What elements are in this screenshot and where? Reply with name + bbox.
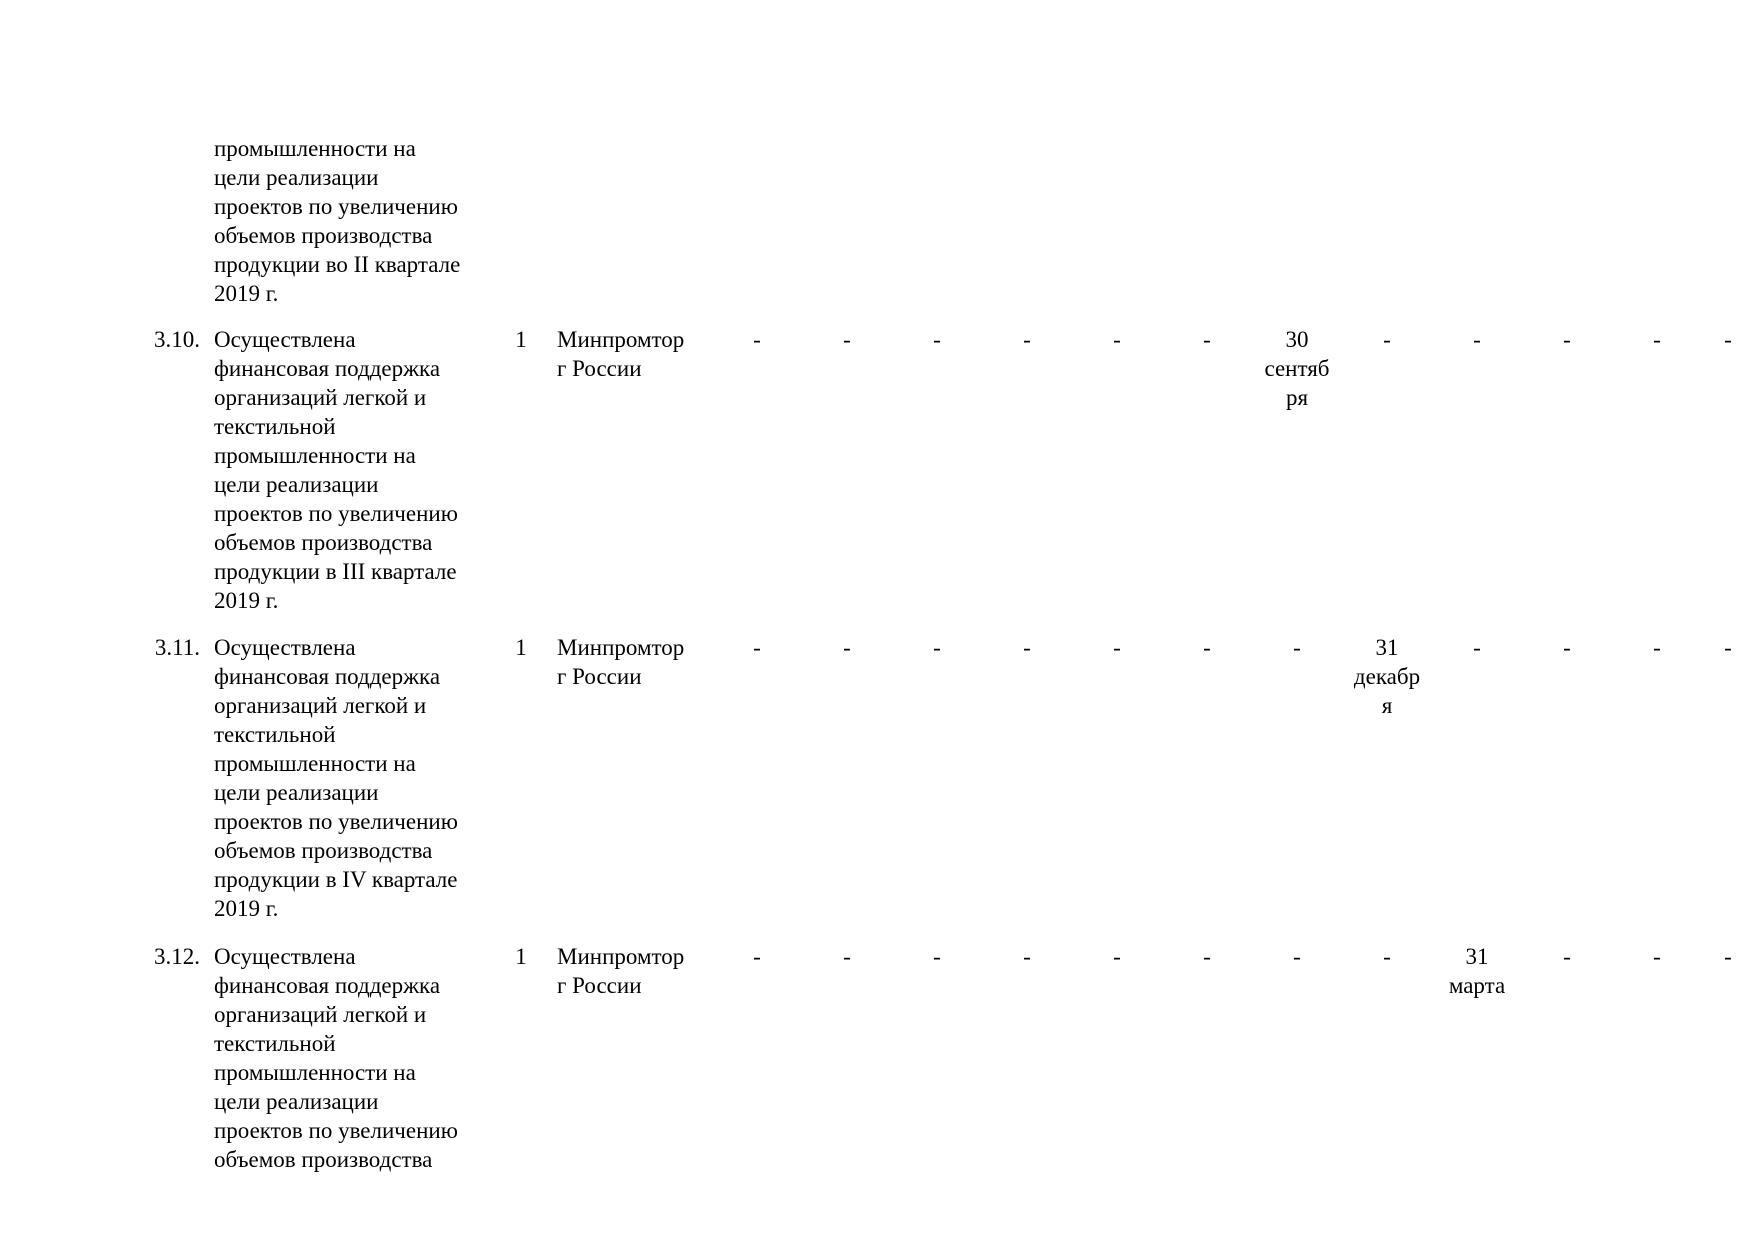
description-line: текстильной [214, 414, 336, 439]
responsible-org-line: Минпромтор [557, 635, 685, 660]
description-line: Осуществлена [214, 635, 356, 660]
period-deadline: декабр [1353, 664, 1421, 689]
responsible-org-line: Минпромтор [557, 944, 685, 969]
responsible-org-line: Минпромтор [557, 327, 685, 352]
period-deadline: 30 [1285, 327, 1309, 352]
empty-period-dash: - [1023, 944, 1031, 969]
budget-flag: 1 [515, 635, 527, 660]
description-line: продукции в III квартале [214, 559, 457, 584]
empty-period-dash: - [1653, 944, 1661, 969]
description-line: 2019 г. [214, 896, 279, 921]
period-deadline: 31 [1465, 944, 1489, 969]
empty-period-dash: - [1203, 327, 1211, 352]
description-line: проектов по увеличению [214, 194, 458, 219]
period-deadline: я [1381, 693, 1393, 718]
empty-period-dash: - [1203, 944, 1211, 969]
description-line: продукции во II квартале [214, 252, 461, 277]
description-line: текстильной [214, 722, 336, 747]
row-number: 3.11. [154, 635, 200, 660]
description-line: 2019 г. [214, 281, 279, 306]
empty-period-dash: - [753, 944, 761, 969]
period-deadline: сентяб [1264, 356, 1330, 381]
budget-flag: 1 [515, 327, 527, 352]
description-line: цели реализации [214, 1089, 379, 1114]
description-line: промышленности на [214, 443, 416, 468]
description-line: цели реализации [214, 472, 379, 497]
period-deadline: марта [1448, 973, 1506, 998]
budget-flag: 1 [515, 944, 527, 969]
responsible-org-line: г России [557, 664, 642, 689]
empty-period-dash: - [1113, 944, 1121, 969]
responsible-org-line: г России [557, 356, 642, 381]
empty-period-dash: - [843, 944, 851, 969]
period-deadline: 31 [1375, 635, 1399, 660]
description-line: Осуществлена [214, 944, 356, 969]
empty-period-dash: - [1293, 944, 1301, 969]
row-number: 3.10. [154, 327, 200, 352]
empty-period-dash: - [933, 635, 941, 660]
empty-period-dash: - [1473, 635, 1481, 660]
description-line: проектов по увеличению [214, 501, 458, 526]
description-line: проектов по увеличению [214, 1118, 458, 1143]
description-line: финансовая поддержка [214, 664, 441, 689]
description-line: объемов производства [214, 1147, 433, 1172]
empty-period-dash: - [933, 327, 941, 352]
empty-period-dash: - [1023, 635, 1031, 660]
empty-period-dash: - [1724, 327, 1732, 352]
empty-period-dash: - [1203, 635, 1211, 660]
empty-period-dash: - [1473, 327, 1481, 352]
description-line: финансовая поддержка [214, 356, 441, 381]
empty-period-dash: - [1653, 635, 1661, 660]
empty-period-dash: - [843, 635, 851, 660]
empty-period-dash: - [1563, 944, 1571, 969]
description-line: Осуществлена [214, 327, 356, 352]
empty-period-dash: - [933, 944, 941, 969]
description-line: продукции в IV квартале [214, 867, 458, 892]
description-line: организаций легкой и [214, 693, 427, 718]
description-line: цели реализации [214, 780, 379, 805]
empty-period-dash: - [1383, 327, 1391, 352]
empty-period-dash: - [1724, 944, 1732, 969]
description-line: промышленности на [214, 1060, 416, 1085]
empty-period-dash: - [753, 635, 761, 660]
empty-period-dash: - [753, 327, 761, 352]
description-line: текстильной [214, 1031, 336, 1056]
empty-period-dash: - [843, 327, 851, 352]
empty-period-dash: - [1383, 944, 1391, 969]
row-number: 3.12. [154, 944, 200, 969]
empty-period-dash: - [1563, 327, 1571, 352]
responsible-org-line: г России [557, 973, 642, 998]
empty-period-dash: - [1653, 327, 1661, 352]
description-line: финансовая поддержка [214, 973, 441, 998]
description-line: объемов производства [214, 223, 433, 248]
description-line: организаций легкой и [214, 1002, 427, 1027]
description-line: объемов производства [214, 530, 433, 555]
description-line: организаций легкой и [214, 385, 427, 410]
description-line: промышленности на [214, 751, 416, 776]
empty-period-dash: - [1724, 635, 1732, 660]
description-line: промышленности на [214, 136, 416, 161]
empty-period-dash: - [1023, 327, 1031, 352]
description-line: объемов производства [214, 838, 433, 863]
description-line: проектов по увеличению [214, 809, 458, 834]
empty-period-dash: - [1113, 635, 1121, 660]
empty-period-dash: - [1563, 635, 1571, 660]
empty-period-dash: - [1113, 327, 1121, 352]
description-line: цели реализации [214, 165, 379, 190]
description-line: 2019 г. [214, 588, 279, 613]
period-deadline: ря [1285, 385, 1309, 410]
empty-period-dash: - [1293, 635, 1301, 660]
